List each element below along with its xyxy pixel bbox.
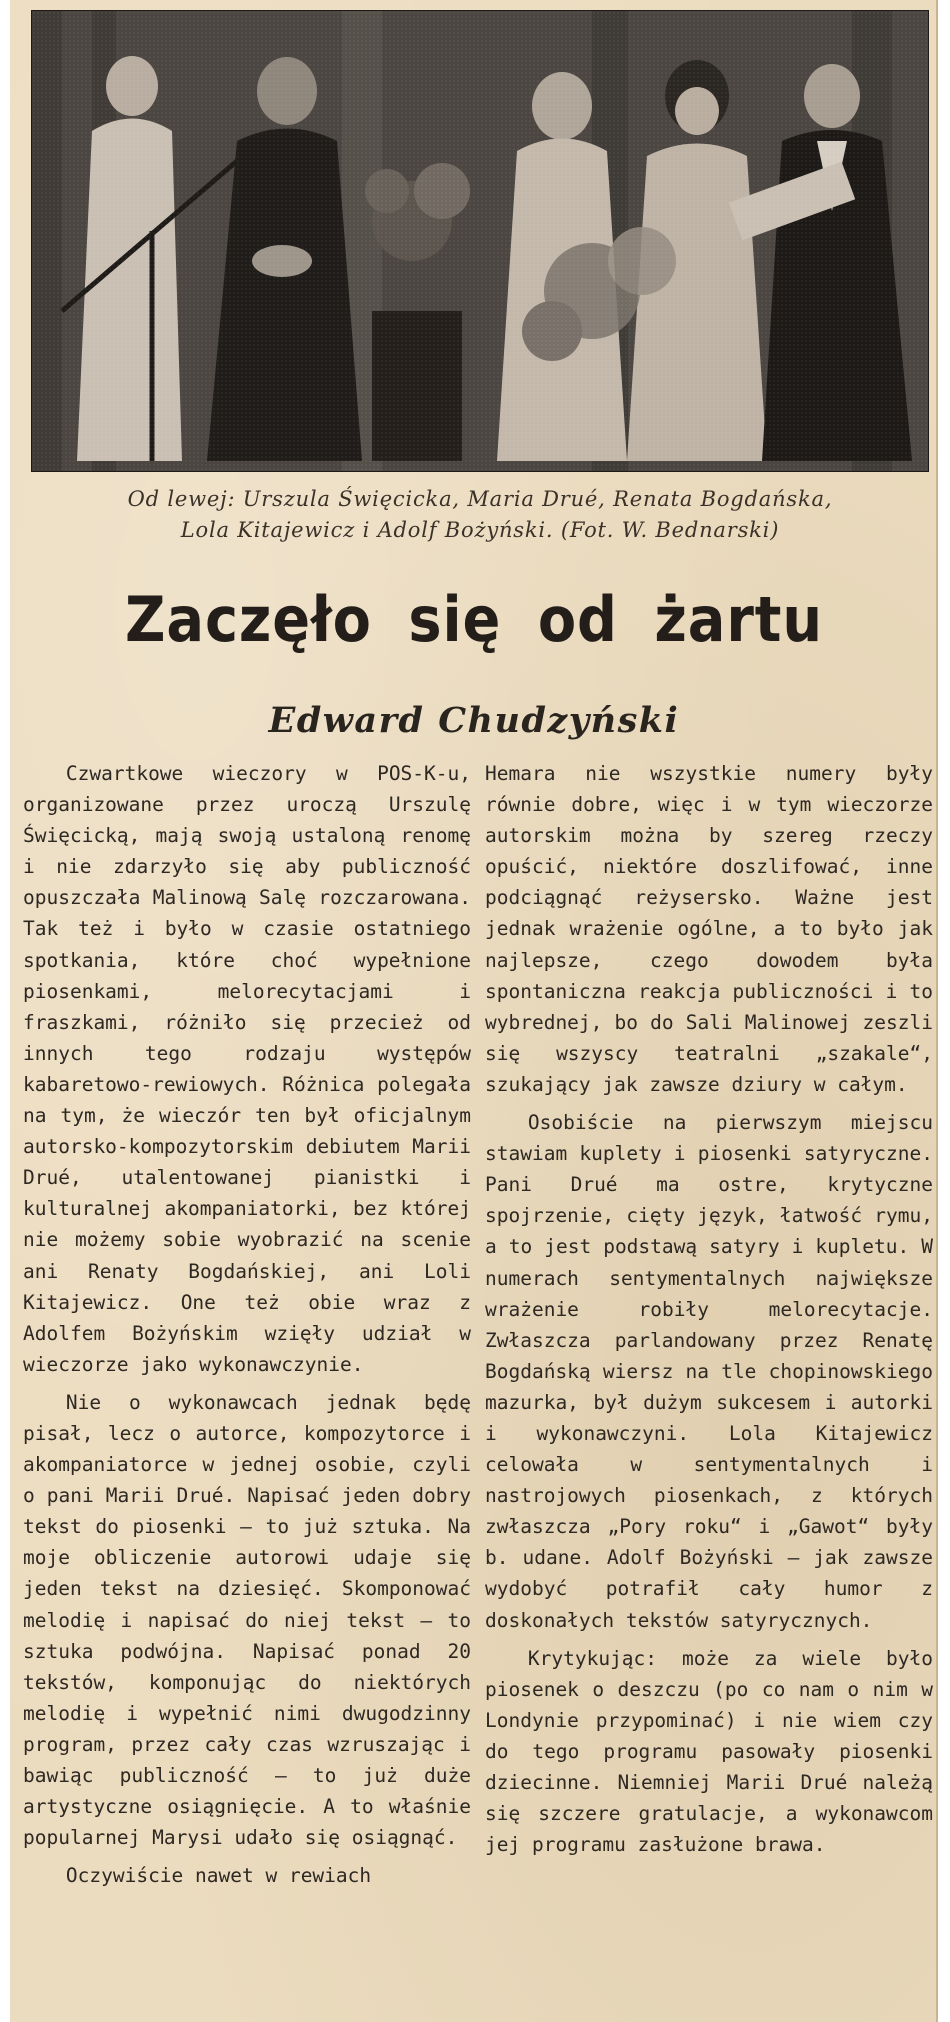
photo-caption	[20, 484, 940, 546]
article-column-left	[23, 758, 471, 1898]
newspaper-clipping	[10, 0, 938, 2022]
paragraph: Czwartkowe wieczory w POS-K-u, organizowane przez uroczą Urszulę Święcicką, mają swoją ustaloną renomę i nie zdarzyło się aby publiczność opuszczała Malinową Salę rozczarowana. Tak też i było w czasie ostatniego spotkania, które choć wypełnione piosenkami, melorecytacjami i fraszkami, różniło się przecież od innych tego rodzaju występów kabaretowo-rewiowych. Różnica polegała na tym, że wieczór ten był oficjalnym autorsko-kompozytorskim debiutem Marii Drué, utalentowanej pianistki i kulturalnej akompaniatorki, bez której nie możemy sobie wyobrazić na scenie ani Renaty Bogdańskiej, ani Loli Kitajewicz. One też obie wraz z Adolfem Bożyńskim wzięły udział w wieczorze jako wykonawczynie.	[23, 762, 471, 1376]
paragraph: Nie o wykonawcach jednak będę pisał, lecz o autorce, kompozytorce i akompaniatorce w jednej osobie, czyli o pani Marii Drué. Napisać jeden dobry tekst do piosenki — to już sztuka. Na moje obliczenie autorowi udaje się jeden tekst na dziesięć. Skomponować melodię i napisać do niej tekst — to sztuka podwójna. Napisać ponad 20 tekstów, komponując do niektórych melodię i wypełnić nimi dwugodzinny program, przez cały czas wzruszając i bawiąc publiczność — to już duże artystyczne osiągnięcie. A to właśnie popularnej Marysi udało się osiągnąć.	[23, 1390, 471, 1850]
article-headline: Zaczęło się od żartu	[125, 583, 823, 656]
article-byline: Edward Chudzyński	[268, 700, 680, 741]
caption-line-1: Od lewej: Urszula Święcicka, Maria Drué, Renata Bogdańska,	[127, 487, 833, 511]
article-column-right	[485, 758, 933, 1867]
paragraph: Osobiście na pierwszym miejscu stawiam kuplety i piosenki satyryczne. Pani Drué ma ostre, krytyczne spojrzenie, cięty język, łatwość rymu, a to jest podstawą satyry i kupletu. W numerach sentymentalnych największe wrażenie robiły melorecytacje. Zwłaszcza parlandowany przez Renatę Bogdańską wiersz na tle chopinowskiego mazurka, był dużym sukcesem i autorki i wykonawczyni. Lola Kitajewicz celowała w sentymentalnych i nastrojowych piosenkach, z których zwłaszcza „Pory roku“ i „Gawot“ były b. udane. Adolf Bożyński — jak zawsze wydobyć potrafił cały humor z doskonałych tekstów satyrycznych.	[485, 1111, 933, 1632]
performers-photo	[31, 10, 929, 472]
paragraph: Hemara nie wszystkie numery były równie dobre, więc i w tym wieczorze autorskim można by szereg rzeczy opuścić, niektóre doszlifować, inne podciągnąć reżysersko. Ważne jest jednak wrażenie ogólne, a to było jak najlepsze, czego dowodem była spontaniczna reakcja publiczności i to wybrednej, bo do Sali Malinowej zeszli się wszyscy teatralni „szakale“, szukający jak zawsze dziury w całym.	[485, 762, 933, 1096]
caption-line-2: Lola Kitajewicz i Adolf Bożyński. (Fot. W. Bednarski)	[180, 518, 780, 542]
paragraph: Oczywiście nawet w rewiach	[65, 1864, 372, 1888]
paragraph: Krytykując: może za wiele było piosenek o deszczu (po co nam o nim w Londynie przypominać) i nie wiem czy do tego programu pasowały piosenki dziecinne. Niemniej Marii Drué należą się szczere gratulacje, a wykonawcom jej programu zasłużone brawa.	[485, 1646, 933, 1857]
photograph-icon	[32, 11, 928, 471]
